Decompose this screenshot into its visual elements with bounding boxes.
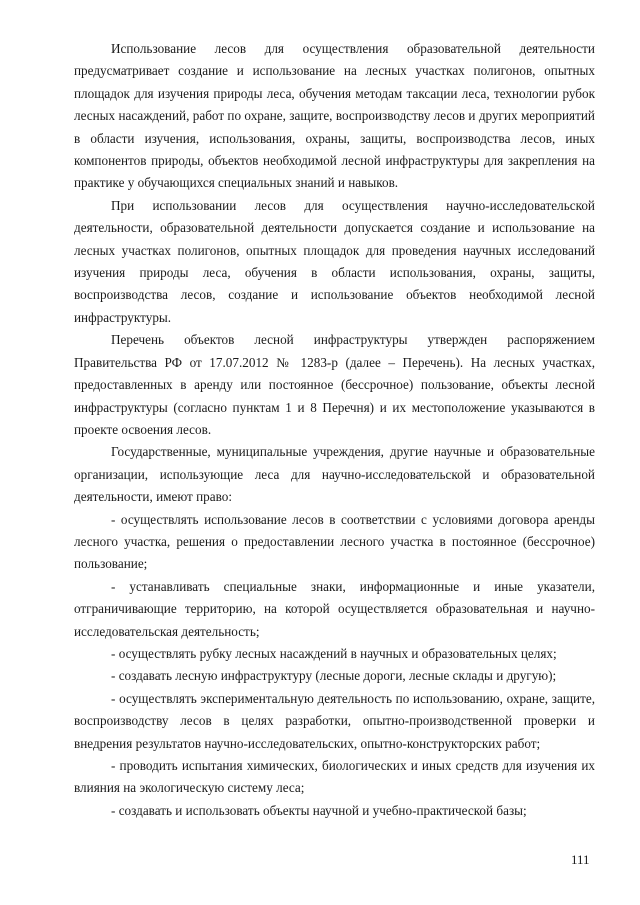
- paragraph: Перечень объектов лесной инфраструктуры утвержден распоряжением Правительства РФ от 17.07.2012 № 1283-р (далее – Перечень). На лесных участках, предоставленных в аренду или постоянное (бессрочное) пользование, объекты лесной инфраструктуры (согласно пунктам 1 и 8 Перечня) и их местоположение указываются в проекте освоения лесов.: [74, 332, 595, 437]
- list-item: - проводить испытания химических, биологических и иных средств для изучения их влияния на экологическую систему леса;: [74, 758, 595, 796]
- list-item: - устанавливать специальные знаки, информационные и иные указатели, отграничивающие территорию, на которой осуществляется образовательная и научно-исследовательская деятельность;: [74, 578, 595, 639]
- paragraph: Государственные, муниципальные учреждения, другие научные и образовательные организации, использующие леса для научно-исследовательской и образовательной деятельности, имеют право:: [74, 444, 595, 505]
- list-item: - осуществлять использование лесов в соответствии с условиями договора аренды лесного участка, решения о предоставлении лесного участка в постоянное (бессрочное) пользование;: [74, 511, 595, 572]
- list-item: - осуществлять рубку лесных насаждений в научных и образовательных целях;: [111, 645, 557, 661]
- page-number: 111: [571, 852, 590, 867]
- list-item: - осуществлять экспериментальную деятельность по использованию, охране, защите, воспроизводству лесов в целях разработки, опытно-производственной проверки и внедрения результатов научно-исследовательских, опытно-конструкторских работ;: [74, 690, 595, 751]
- list-item: - создавать и использовать объекты научной и учебно-практической базы;: [111, 802, 527, 818]
- paragraph: Использование лесов для осуществления образовательной деятельности предусматривает создание и использование на лесных участках полигонов, опытных площадок для изучения природы леса, обучения методам таксации леса, технологии рубок лесных насаждений, работ по охране, защите, воспроизводству лесов и других мероприятий в области изучения, использования, охраны, защиты, воспроизводства лесов, иных компонентов природы, объектов необходимой лесной инфраструктуры для закрепления на практике у обучающихся специальных знаний и навыков.: [74, 41, 595, 191]
- list-item: - создавать лесную инфраструктуру (лесные дороги, лесные склады и другую);: [111, 668, 557, 684]
- paragraph: При использовании лесов для осуществления научно-исследовательской деятельности, образовательной деятельности допускается создание и использование на лесных участках полигонов, опытных площадок для проведения научных исследований изучения природы леса, обучения в области использования, охраны, защиты, воспроизводства лесов, создание и использование объектов необходимой лесной инфраструктуры.: [74, 197, 595, 325]
- body-text: [74, 38, 595, 822]
